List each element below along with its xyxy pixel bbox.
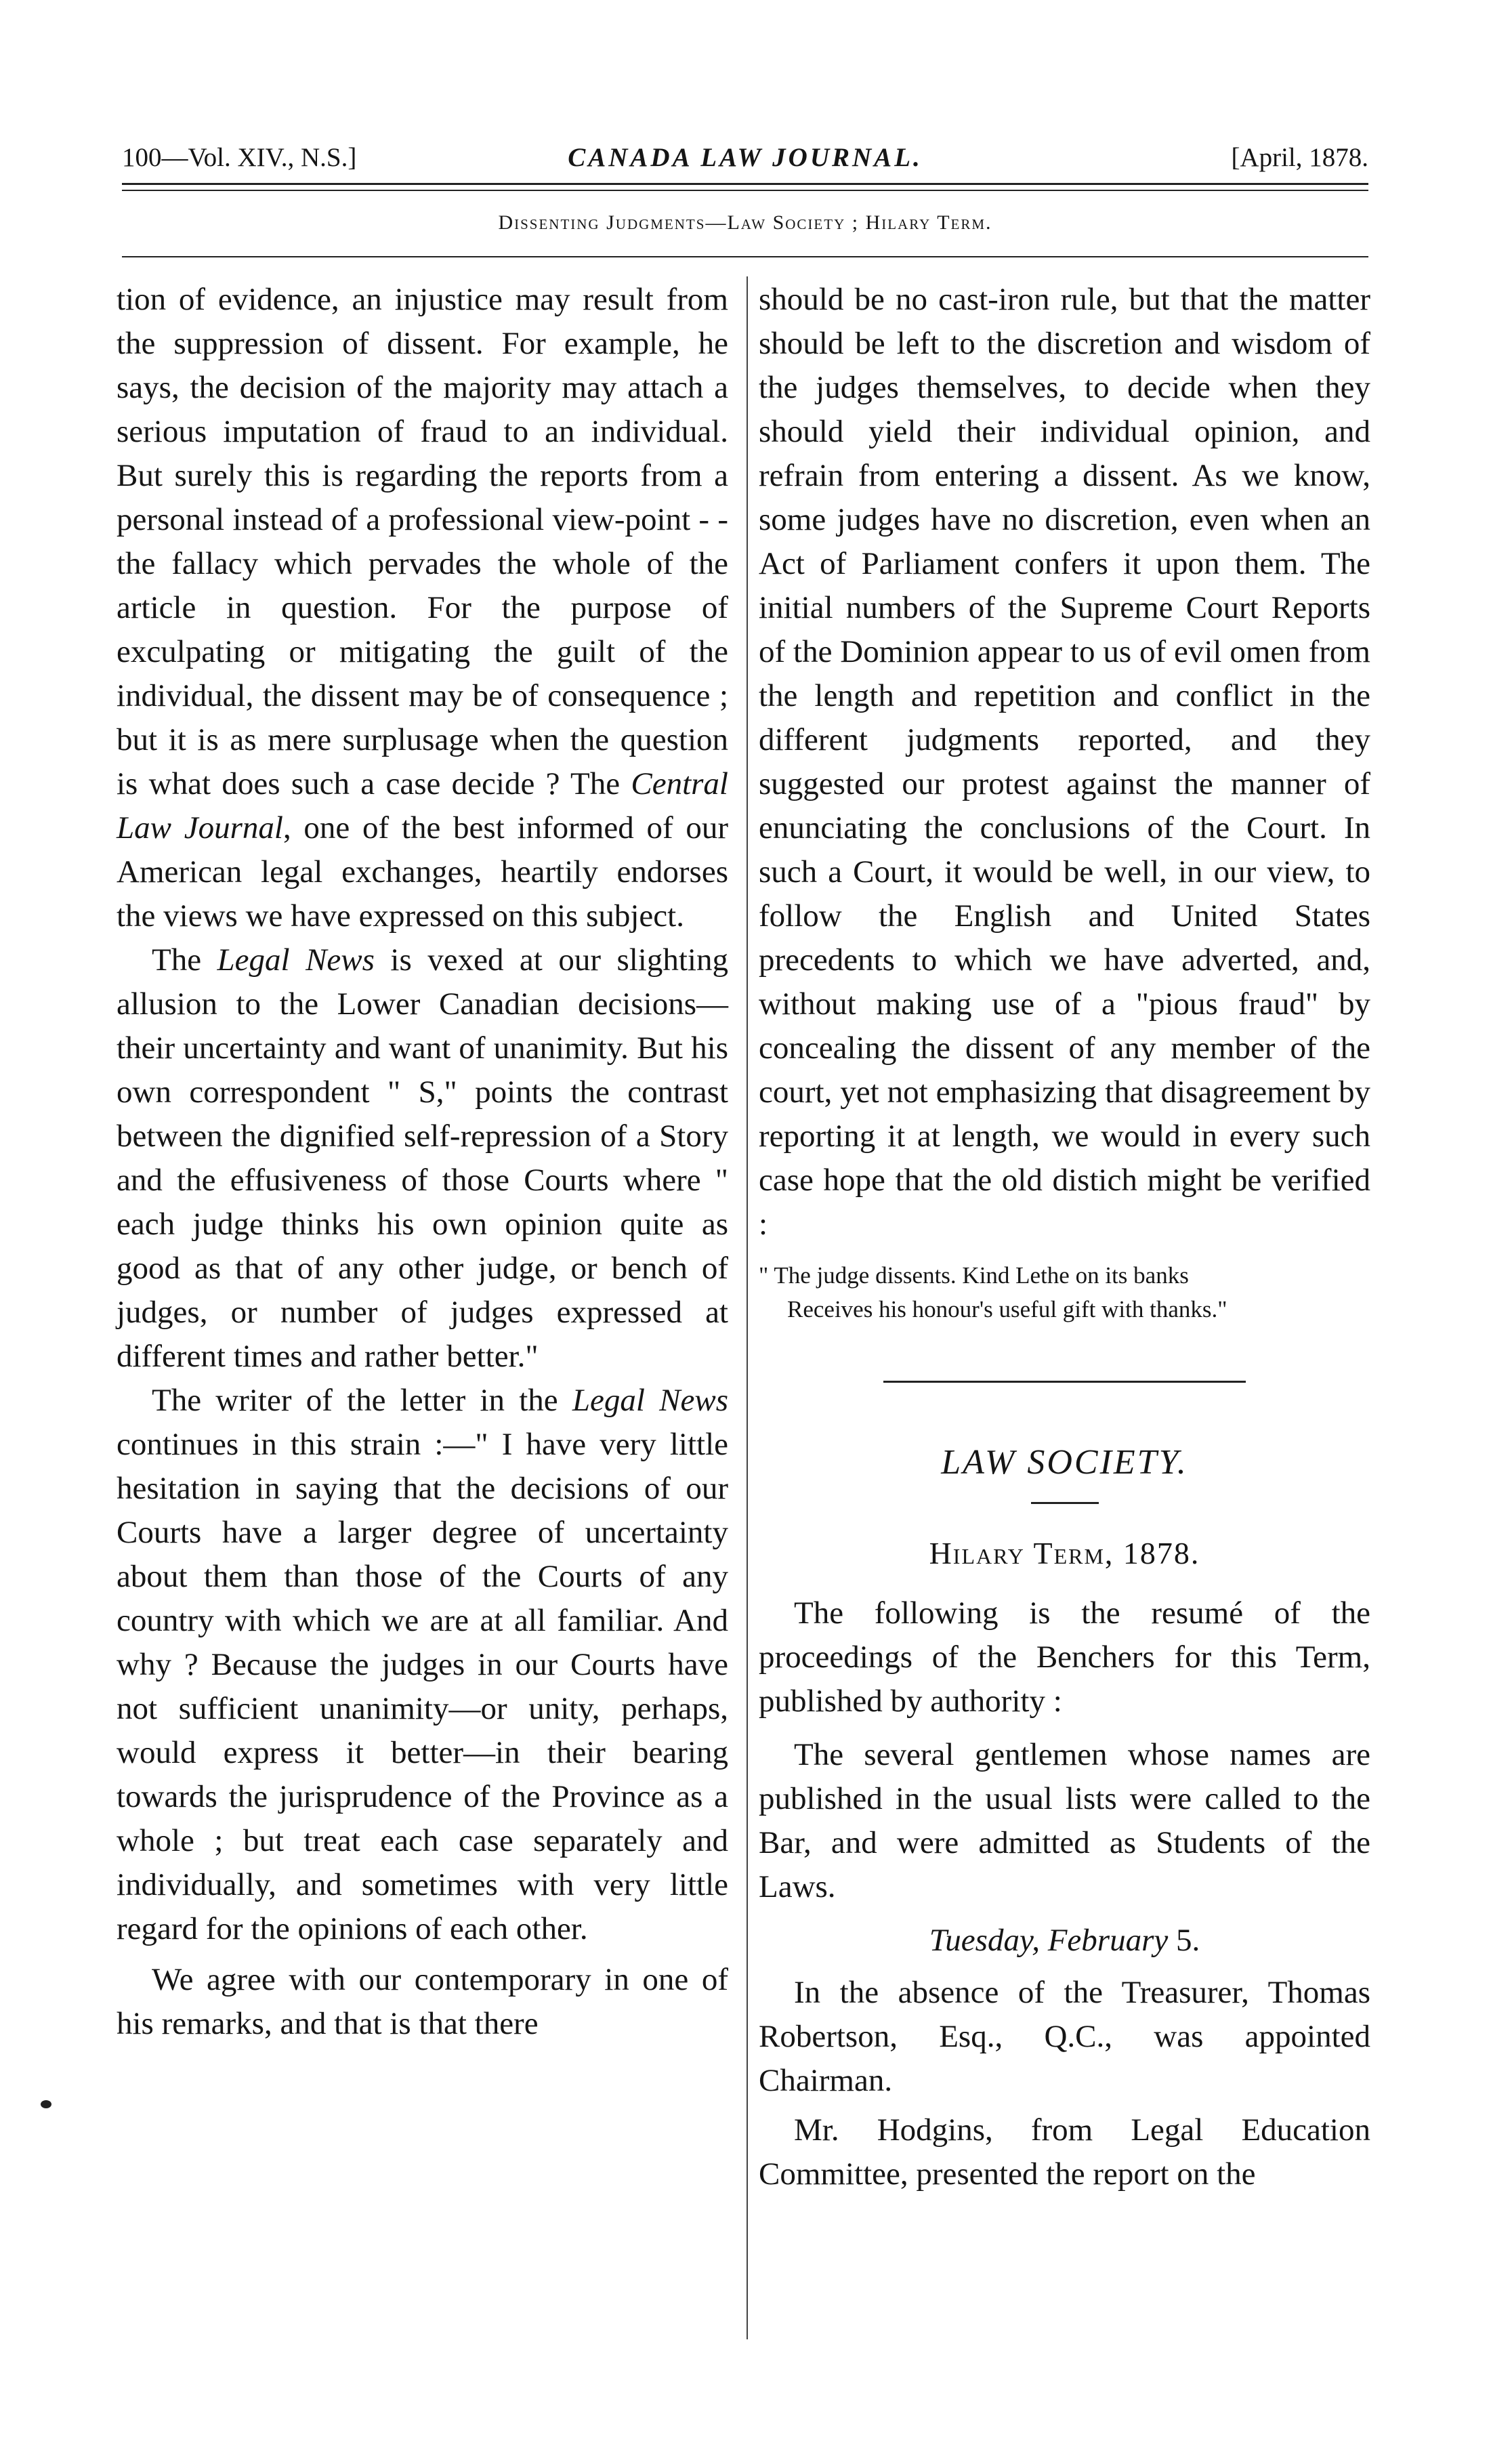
right-paragraph-4: In the absence of the Treasurer, Thomas Robertson, Esq., Q.C., was appointed Chairman. [759,1975,1370,2098]
verse-quote [759,1259,1370,1327]
quote-line-1: " The judge dissents. Kind Lethe on its banks [759,1262,1189,1289]
page-subheader: Dissenting Judgments—Law Society ; Hilary Term. [498,211,992,234]
header-rule-bottom [122,190,1368,191]
left-column [117,278,728,2046]
quote-line-2: Receives his honour's useful gift with thanks." [787,1296,1227,1322]
left-paragraph-1: tion of evidence, an injustice may result from the suppression of dissent. For example, he says, the decision of the majority may attach a serious imputation of fraud to an individual. But surely this is regarding the reports from a personal instead of a professional view-point - -the fallacy which pervades the whole of the article in question. For the purpose of exculpating or mitigating the guilt of the individual, the dissent may be of consequence ; but it is as mere surplusage when the question is what does such a case decide ? The Central Law Journal, one of the best informed of our American legal exchanges, heartily endorses the views we have expressed on this subject. [117,282,728,934]
running-header [122,139,1368,177]
right-paragraph-1: should be no cast-iron rule, but that the matter should be left to the discretion and wisdom of the judges themselves, to decide when they should yield their individual opinion, and refrain from entering a dissent. As we know, some judges have no discretion, even when an Act of Parliament confers it upon them. The initial numbers of the Supreme Court Reports of the Dominion appear to us of evil omen from the length and repetition and conflict in the different judgments reported, and they suggested our protest against the manner of enunciating the conclusions of the Court. In such a Court, it would be well, in our view, to follow the English and United States precedents to which we have adverted, and, without making use of a "pious fraud" by concealing the dissent of any member of the court, yet not emphasizing that disagreement by reporting it at length, we would in every such case hope that the old distich might be verified : [759,282,1370,1242]
header-journal-title: CANADA LAW JOURNAL. [568,143,923,172]
subheader-rule [122,256,1368,257]
section-divider [883,1381,1246,1383]
header-date: [April, 1878. [1231,143,1368,172]
meeting-date [759,1919,1370,1963]
left-paragraph-2: The Legal News is vexed at our slighting allusion to the Lower Canadian decisions—their uncertainty and want of unanimity. But his own correspondent " S," points the contrast between the dignified self-repression of a Story and the effusiveness of those Courts where " each judge thinks his own opinion quite as good as that of any other judge, or bench of judges, or number of judges expressed at different times and rather better." [117,942,728,1374]
title-underline [1031,1502,1099,1504]
header-rule-top [122,183,1368,185]
left-paragraph-4: We agree with our contemporary in one of his remarks, and that is that there [117,1962,728,2041]
column-divider [747,276,748,2339]
date-month: February [1047,1923,1169,1958]
right-paragraph-3: The several gentlemen whose names are published in the usual lists were called to the Bar, and were admitted as Students of the Laws. [759,1737,1370,1904]
left-paragraph-3: The writer of the letter in the Legal News continues in this strain :—" I have very little hesitation in saying that the decisions of our Courts have a larger degree of uncertainty about them than those of the Courts of any country with which we are at all familiar. And why ? Because the judges in our Courts have not sufficient unanimity—or unity, perhaps, would express it better—in their bearing towards the jurisprudence of the Province as a whole ; but treat each case separately and individually, and sometimes with very little regard for the opinions of each other. [117,1383,728,1946]
date-number: 5. [1175,1923,1200,1958]
margin-mark [41,2100,51,2108]
right-paragraph-5: Mr. Hodgins, from Legal Education Committee, presented the report on the [759,2112,1370,2192]
header-volume: 100—Vol. XIV., N.S.] [122,143,357,172]
term-title: Hilary Term, 1878. [929,1536,1200,1570]
right-column [759,278,1370,2196]
date-day: Tuesday, [929,1923,1040,1958]
right-paragraph-2: The following is the resumé of the proceedings of the Benchers for this Term, published by authority : [759,1595,1370,1719]
section-title: LAW SOCIETY. [941,1443,1188,1482]
